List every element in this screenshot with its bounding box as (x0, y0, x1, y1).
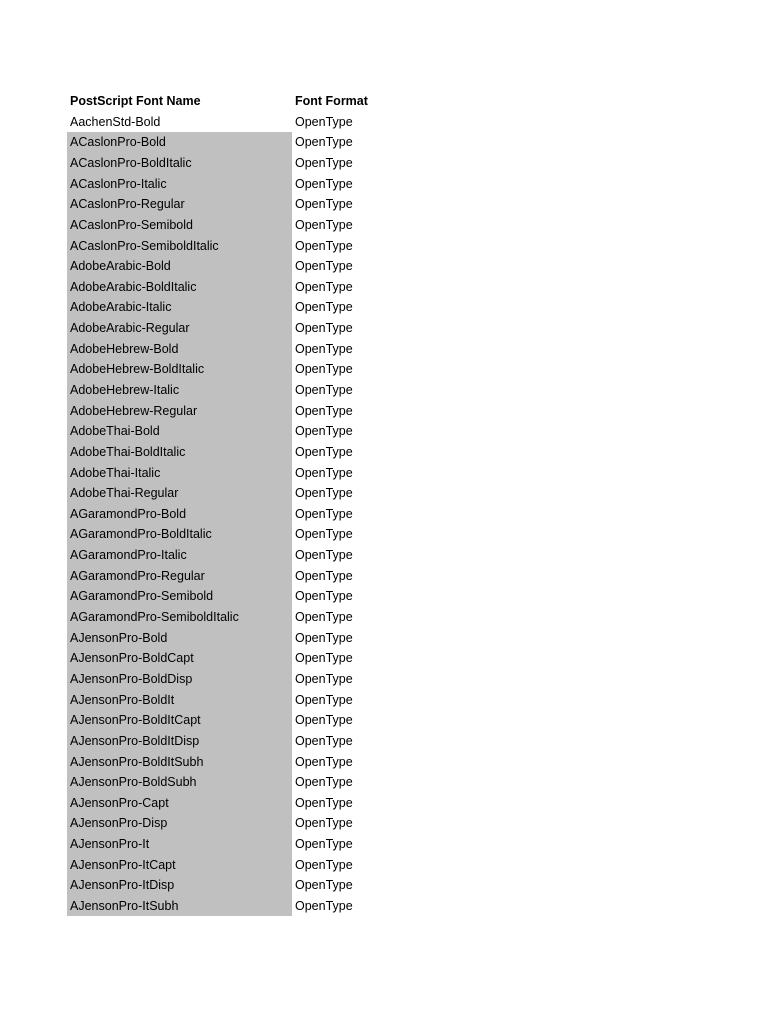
font-format-cell: OpenType (295, 321, 353, 336)
font-format-cell: OpenType (295, 568, 353, 583)
font-format-cell: OpenType (295, 527, 353, 542)
font-name-cell: AdobeHebrew-Italic (67, 380, 292, 401)
table-row (67, 545, 387, 566)
font-name-cell: AdobeHebrew-Bold (67, 338, 292, 359)
table-row (67, 132, 387, 153)
font-format-cell: OpenType (295, 692, 353, 707)
font-name-cell: ACaslonPro-Semibold (67, 215, 292, 236)
header-postscript-font-name: PostScript Font Name (70, 93, 201, 108)
table-row (67, 153, 387, 174)
table-row (67, 194, 387, 215)
font-name-cell: AGaramondPro-Italic (67, 545, 292, 566)
font-name-cell: AachenStd-Bold (70, 114, 161, 129)
table-row (67, 235, 387, 256)
font-name-cell: ACaslonPro-Italic (67, 173, 292, 194)
table-row (67, 772, 387, 793)
font-format-cell: OpenType (295, 362, 353, 377)
font-name-cell: AGaramondPro-Bold (67, 504, 292, 525)
table-row (67, 669, 387, 690)
table-row (67, 793, 387, 814)
table-row (67, 689, 387, 710)
font-format-cell: OpenType (295, 630, 353, 645)
table-row (67, 751, 387, 772)
font-format-cell: OpenType (295, 259, 353, 274)
table-row (67, 215, 387, 236)
font-name-cell: AJensonPro-Capt (67, 793, 292, 814)
font-name-cell: AdobeArabic-BoldItalic (67, 276, 292, 297)
font-format-cell: OpenType (295, 857, 353, 872)
font-name-cell: AJensonPro-BoldSubh (67, 772, 292, 793)
font-format-cell: OpenType (295, 424, 353, 439)
table-row (67, 173, 387, 194)
table-row (67, 338, 387, 359)
font-format-cell: OpenType (295, 279, 353, 294)
table-row (67, 276, 387, 297)
font-format-cell: OpenType (295, 795, 353, 810)
font-name-cell: AdobeThai-BoldItalic (67, 442, 292, 463)
table-row (67, 648, 387, 669)
font-name-cell: ACaslonPro-Bold (67, 132, 292, 153)
font-format-cell: OpenType (295, 713, 353, 728)
table-row (67, 524, 387, 545)
font-name-cell: AGaramondPro-SemiboldItalic (67, 607, 292, 628)
font-name-cell: AJensonPro-ItCapt (67, 854, 292, 875)
font-format-cell: OpenType (295, 506, 353, 521)
table-row (67, 442, 387, 463)
font-format-cell: OpenType (295, 197, 353, 212)
font-format-cell: OpenType (295, 465, 353, 480)
table-row (67, 256, 387, 277)
table-row (67, 565, 387, 586)
font-name-cell: AGaramondPro-BoldItalic (67, 524, 292, 545)
font-format-cell: OpenType (295, 114, 353, 129)
table-row (67, 359, 387, 380)
font-name-cell: AJensonPro-It (67, 834, 292, 855)
font-format-cell: OpenType (295, 733, 353, 748)
font-name-cell: AdobeThai-Regular (67, 483, 292, 504)
font-format-cell: OpenType (295, 341, 353, 356)
table-row (67, 318, 387, 339)
table-body (67, 111, 387, 916)
font-name-cell: AJensonPro-Disp (67, 813, 292, 834)
font-format-cell: OpenType (295, 548, 353, 563)
font-name-cell: ACaslonPro-BoldItalic (67, 153, 292, 174)
table-row (67, 462, 387, 483)
table-row (67, 875, 387, 896)
font-name-cell: AJensonPro-BoldIt (67, 689, 292, 710)
font-name-cell: AJensonPro-BoldItSubh (67, 751, 292, 772)
font-format-cell: OpenType (295, 486, 353, 501)
font-name-cell: AGaramondPro-Semibold (67, 586, 292, 607)
table-row (67, 834, 387, 855)
font-name-cell: ACaslonPro-Regular (67, 194, 292, 215)
table-row (67, 380, 387, 401)
font-format-cell: OpenType (295, 444, 353, 459)
table-row (67, 586, 387, 607)
font-format-cell: OpenType (295, 403, 353, 418)
font-name-cell: AJensonPro-ItSubh (67, 896, 292, 917)
font-format-cell: OpenType (295, 176, 353, 191)
font-name-cell: AJensonPro-BoldItDisp (67, 731, 292, 752)
font-format-cell: OpenType (295, 155, 353, 170)
font-name-cell: AJensonPro-BoldItCapt (67, 710, 292, 731)
font-format-cell: OpenType (295, 217, 353, 232)
table-row (67, 813, 387, 834)
table-row (67, 854, 387, 875)
table-row (67, 297, 387, 318)
table-row (67, 627, 387, 648)
table-row (67, 421, 387, 442)
font-format-cell: OpenType (295, 300, 353, 315)
font-name-cell: AJensonPro-BoldCapt (67, 648, 292, 669)
font-table (67, 90, 387, 916)
table-row (67, 111, 387, 132)
font-name-cell: AdobeArabic-Bold (67, 256, 292, 277)
font-name-cell: AJensonPro-BoldDisp (67, 669, 292, 690)
table-row (67, 896, 387, 917)
font-format-cell: OpenType (295, 816, 353, 831)
table-row (67, 710, 387, 731)
font-format-cell: OpenType (295, 671, 353, 686)
font-format-cell: OpenType (295, 837, 353, 852)
font-format-cell: OpenType (295, 238, 353, 253)
table-row (67, 400, 387, 421)
font-format-cell: OpenType (295, 899, 353, 914)
font-name-cell: AJensonPro-ItDisp (67, 875, 292, 896)
table-header-row (67, 90, 387, 111)
font-format-cell: OpenType (295, 383, 353, 397)
table-row (67, 731, 387, 752)
font-format-cell: OpenType (295, 775, 353, 790)
font-name-cell: AdobeThai-Bold (67, 421, 292, 442)
header-font-format: Font Format (295, 93, 368, 108)
table-row (67, 483, 387, 504)
font-name-cell: AdobeHebrew-Regular (67, 400, 292, 421)
font-format-cell: OpenType (295, 135, 353, 150)
font-format-cell: OpenType (295, 754, 353, 769)
table-row (67, 504, 387, 525)
table-row (67, 607, 387, 628)
font-format-cell: OpenType (295, 610, 353, 625)
font-format-cell: OpenType (295, 589, 353, 604)
font-format-cell: OpenType (295, 651, 353, 666)
font-name-cell: AGaramondPro-Regular (67, 565, 292, 586)
font-format-cell: OpenType (295, 878, 353, 893)
font-name-cell: AdobeThai-Italic (67, 462, 292, 483)
font-name-cell: AdobeArabic-Regular (67, 318, 292, 339)
font-name-cell: ACaslonPro-SemiboldItalic (67, 235, 292, 256)
font-name-cell: AdobeArabic-Italic (67, 297, 292, 318)
font-name-cell: AdobeHebrew-BoldItalic (67, 359, 292, 380)
font-name-cell: AJensonPro-Bold (67, 627, 292, 648)
